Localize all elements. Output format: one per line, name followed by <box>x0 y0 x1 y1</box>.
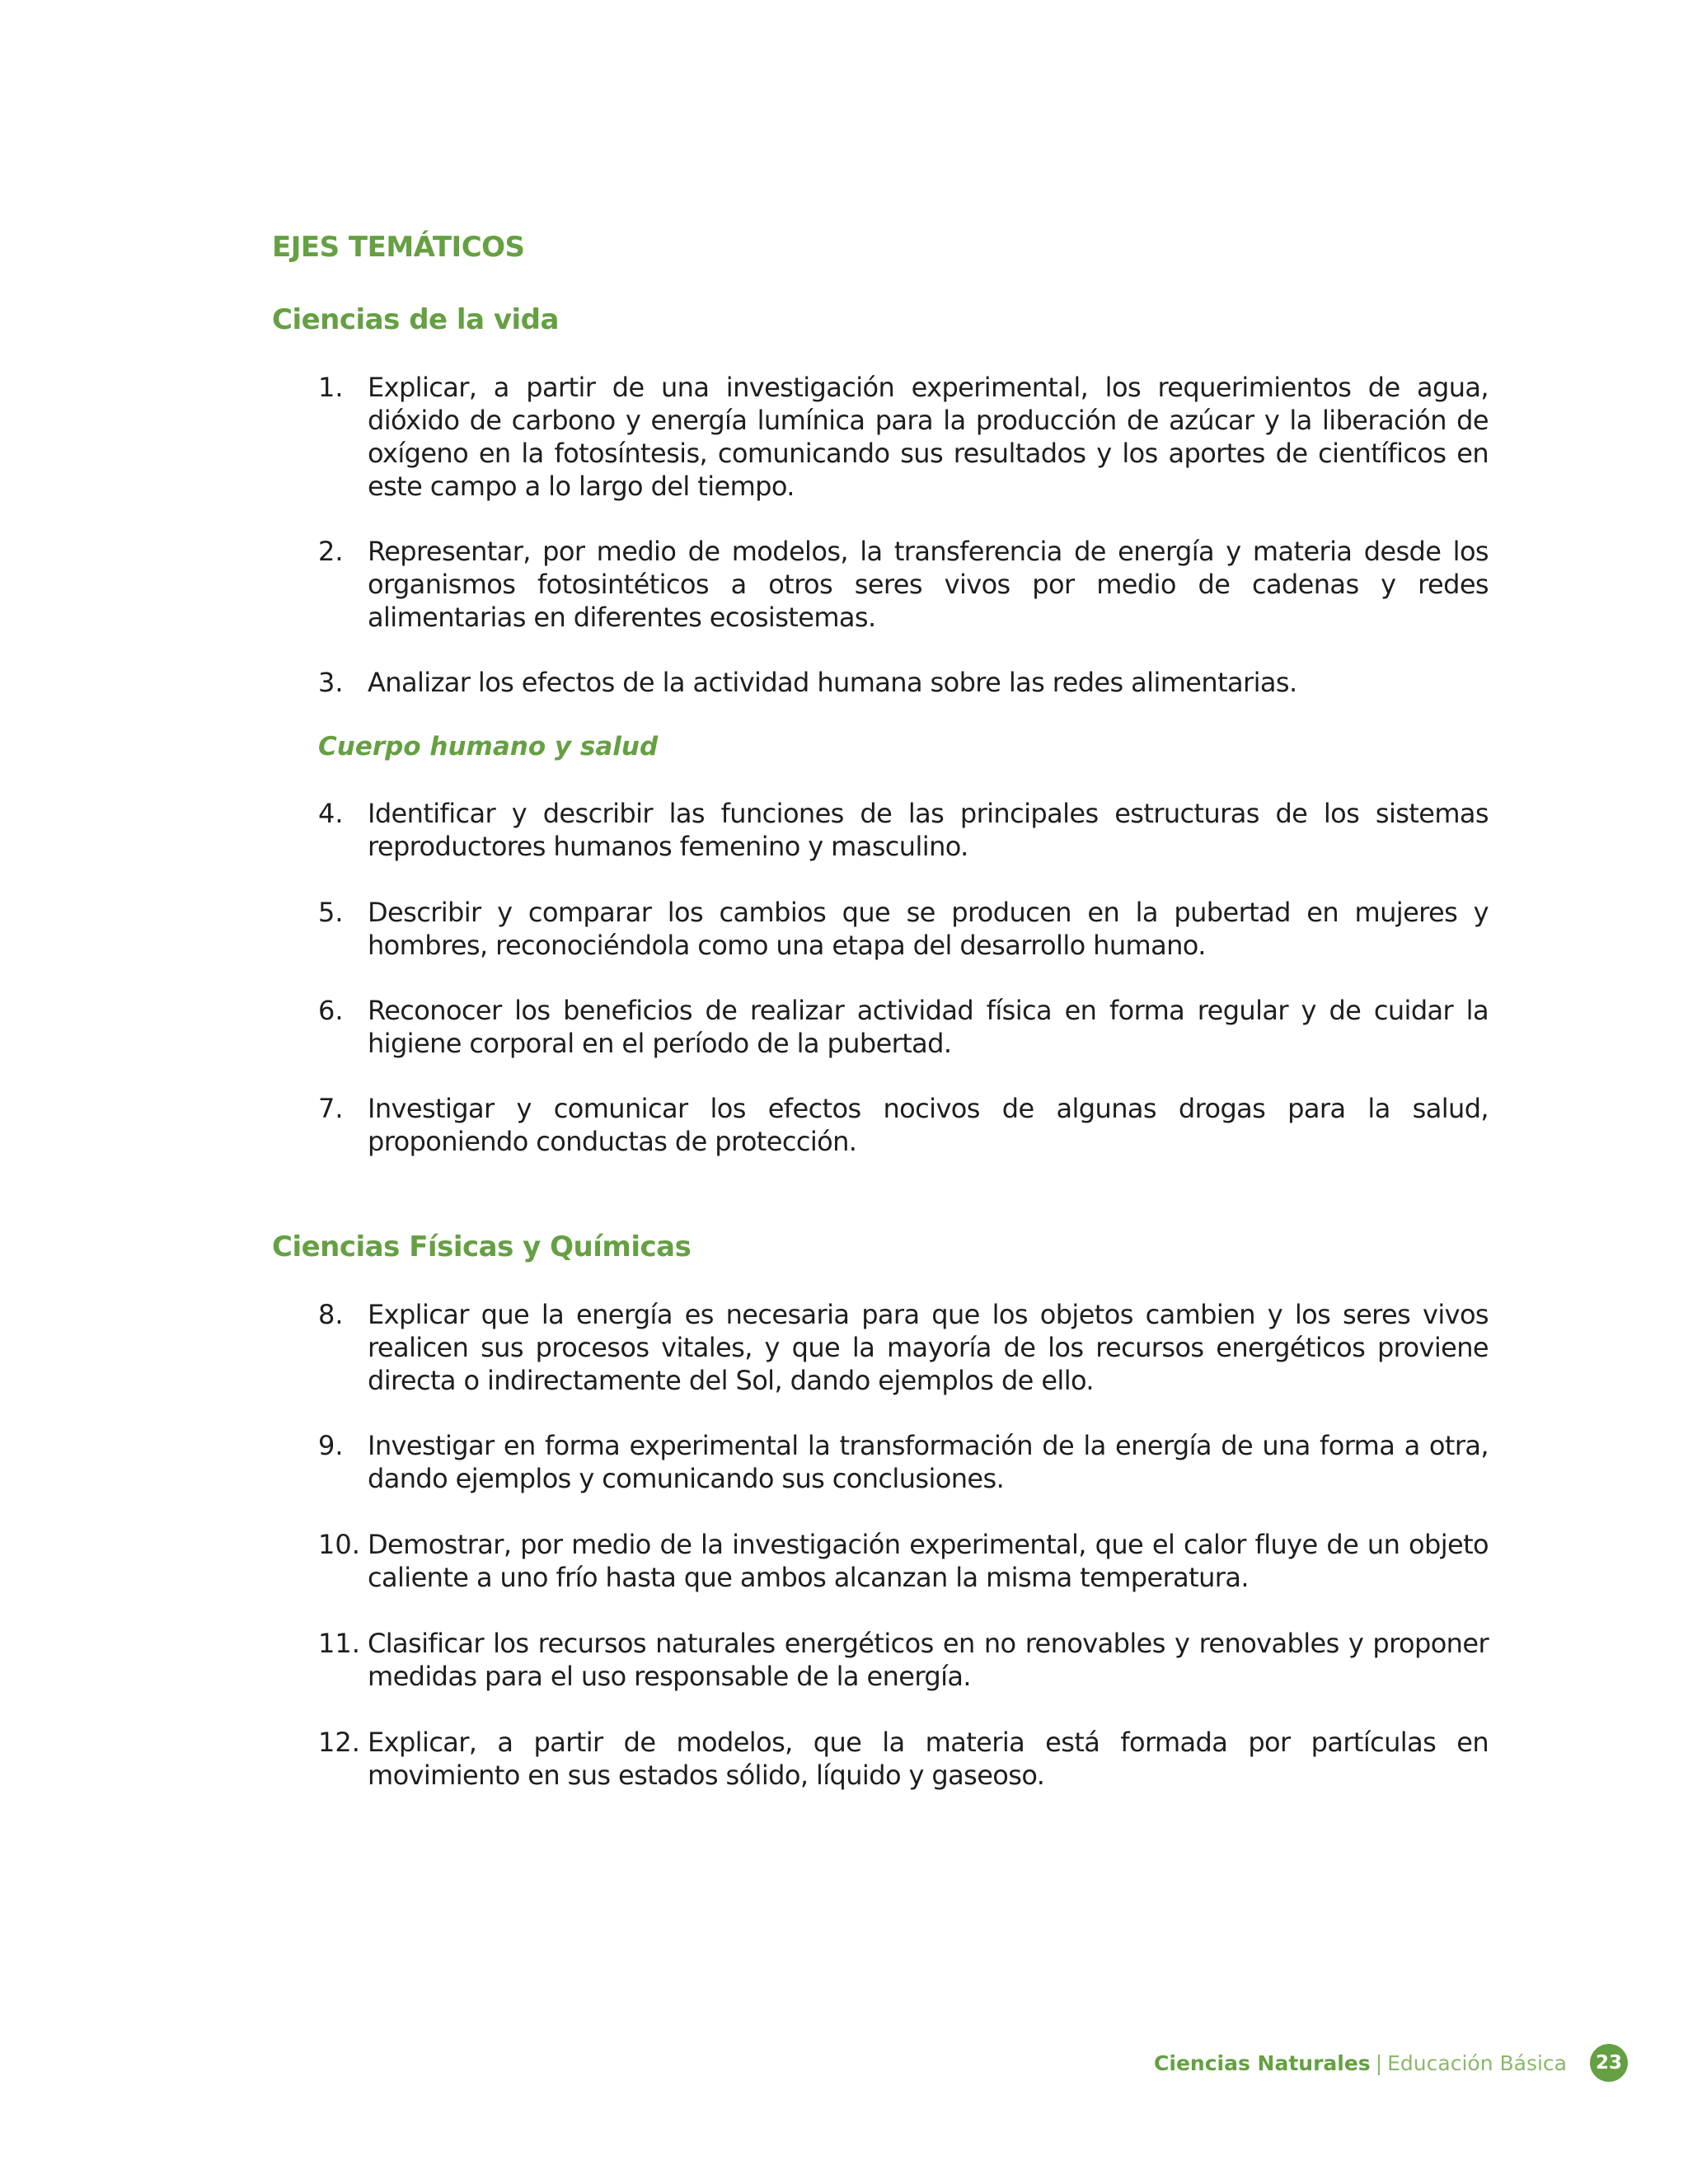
item-number: 6. <box>318 995 344 1026</box>
item-number: 9. <box>318 1430 344 1461</box>
list-item <box>318 797 1489 863</box>
item-number: 1. <box>318 372 344 403</box>
list-item <box>318 1528 1489 1594</box>
item-text: Explicar, a partir de una investigación experimental, los requerimientos de agua, dióxido de carbono y energía lumínica para la producción de azúcar y la liberación de oxígeno en la fotosíntesis, comunicando sus resultados y los aportes de científicos en este campo a lo largo del tiempo. <box>368 372 1489 502</box>
item-text: Demostrar, por medio de la investigación experimental, que el calor fluye de un objeto caliente a uno frío hasta que ambos alcanzan la misma temperatura. <box>368 1529 1489 1593</box>
list-item <box>318 535 1489 634</box>
item-number: 5. <box>318 897 344 928</box>
footer-separator: | <box>1375 2050 1383 2075</box>
main-heading: EJES TEMÁTICOS <box>272 231 525 264</box>
list-item <box>318 994 1489 1060</box>
item-number: 7. <box>318 1093 344 1124</box>
item-text: Representar, por medio de modelos, la transferencia de energía y materia desde los organismos fotosintéticos a otros seres vivos por medio de cadenas y redes alimentarias en diferentes ecosistemas. <box>368 536 1489 633</box>
item-number: 11. <box>318 1628 360 1659</box>
page-footer <box>1071 2042 1628 2083</box>
item-text: Investigar y comunicar los efectos nocivos de algunas drogas para la salud, proponiendo conductas de protección. <box>368 1093 1489 1157</box>
item-number: 2. <box>318 536 344 567</box>
item-text: Explicar que la energía es necesaria para que los objetos cambien y los seres vivos realicen sus procesos vitales, y que la mayoría de los recursos energéticos proviene directa o indirectamente del Sol, dando ejemplos de ello. <box>368 1299 1489 1396</box>
item-number: 10. <box>318 1529 360 1560</box>
item-number: 4. <box>318 798 344 829</box>
list-item <box>318 1092 1489 1158</box>
footer-subject: Ciencias Naturales <box>1154 2050 1371 2075</box>
item-text: Clasificar los recursos naturales energéticos en no renovables y renovables y proponer medidas para el uso responsable de la energía. <box>368 1628 1489 1692</box>
section-heading-physical-chemical-sciences: Ciencias Físicas y Químicas <box>272 1230 692 1263</box>
item-text: Investigar en forma experimental la transformación de la energía de una forma a otra, dando ejemplos y comunicando sus conclusiones. <box>368 1430 1489 1494</box>
item-text: Reconocer los beneficios de realizar actividad física en forma regular y de cuidar la higiene corporal en el período de la pubertad. <box>368 995 1489 1059</box>
item-text: Describir y comparar los cambios que se producen en la pubertad en mujeres y hombres, reconociéndola como una etapa del desarrollo humano. <box>368 897 1489 961</box>
list-item <box>318 1627 1489 1693</box>
list-item <box>318 1298 1489 1397</box>
footer-level: Educación Básica <box>1387 2050 1567 2075</box>
page-number-badge: 23 <box>1590 2044 1628 2082</box>
item-text: Identificar y describir las funciones de las principales estructuras de los sistemas reproductores humanos femenino y masculino. <box>368 798 1489 862</box>
list-item <box>318 666 1489 699</box>
subheading-body-health: Cuerpo humano y salud <box>318 732 659 762</box>
item-number: 3. <box>318 667 344 698</box>
section-heading-life-sciences: Ciencias de la vida <box>272 303 559 336</box>
list-item <box>318 1429 1489 1495</box>
list-item <box>318 896 1489 962</box>
list-item <box>318 371 1489 503</box>
item-text: Explicar, a partir de modelos, que la materia está formada por partículas en movimiento en sus estados sólido, líquido y gaseoso. <box>368 1727 1489 1791</box>
list-item <box>318 1726 1489 1792</box>
item-text: Analizar los efectos de la actividad humana sobre las redes alimentarias. <box>368 667 1297 698</box>
item-number: 12. <box>318 1727 360 1758</box>
item-number: 8. <box>318 1299 344 1330</box>
